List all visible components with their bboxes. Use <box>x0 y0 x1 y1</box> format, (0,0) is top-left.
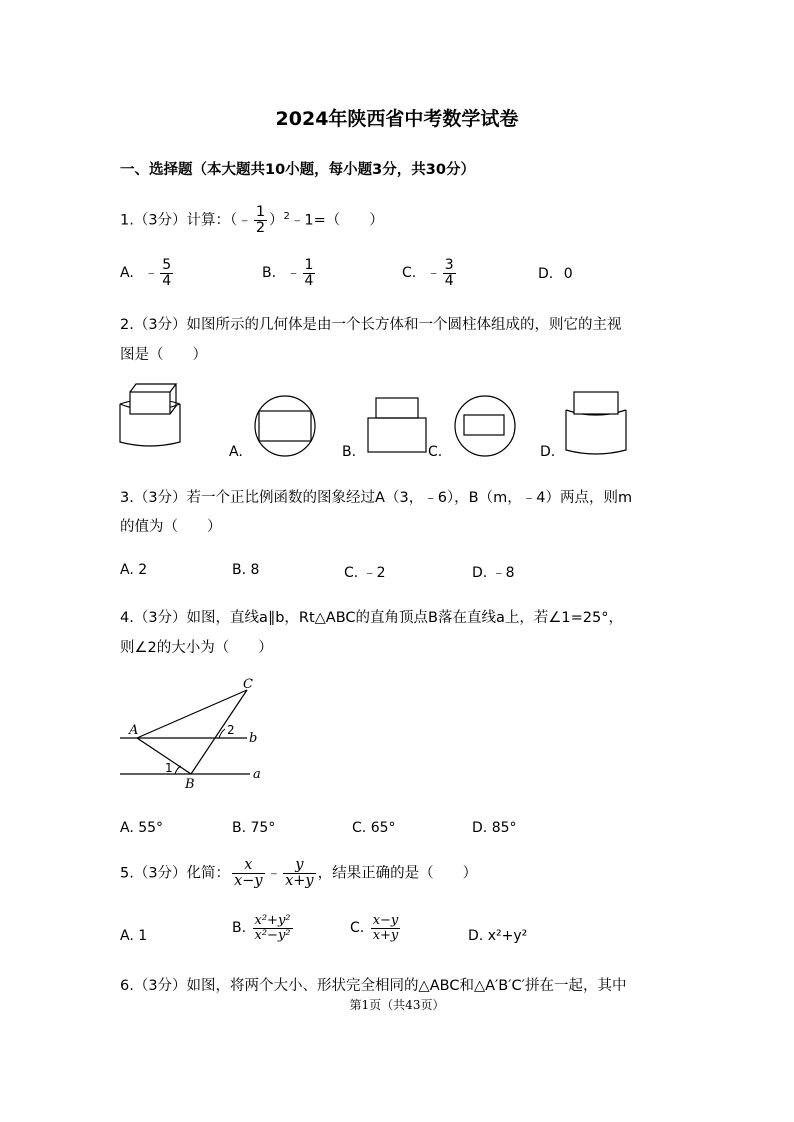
q2-option-c-figure <box>452 393 518 459</box>
q4-triangle-figure <box>115 676 275 794</box>
option-label: B. <box>262 265 277 282</box>
question-2-line2: 图是（ ） <box>120 347 207 363</box>
question-6-line1: 6.（3分）如图，将两个大小、形状完全相同的△ABC和△A′B′C′拼在一起，其中 <box>120 978 627 994</box>
frac-den: 4 <box>444 272 454 289</box>
option-fraction <box>303 258 316 288</box>
q2-option-b-figure <box>366 396 430 456</box>
option-text: 55° <box>138 820 164 836</box>
section-heading: 一、选择题（本大题共10小题，每小题3分，共30分） <box>120 162 475 178</box>
q5-option-d[interactable] <box>468 928 527 944</box>
q1-fraction <box>254 205 267 236</box>
option-text: 0 <box>563 266 573 282</box>
option-label: A. <box>120 562 134 578</box>
label-angle-1: 1 <box>165 761 173 775</box>
frac-num: x−y <box>372 913 399 928</box>
q5-minus: ﹣ <box>266 865 282 882</box>
option-label: D. <box>472 820 488 836</box>
q4-option-d[interactable] <box>472 820 517 836</box>
q5-option-a[interactable] <box>120 928 147 944</box>
q1-stem-a: 1.（3分）计算：（ <box>120 212 238 229</box>
label-a-line: a <box>253 767 261 782</box>
q2-option-c[interactable]: C. <box>428 444 443 460</box>
q1-frac-den: 2 <box>255 220 266 237</box>
option-label: A. <box>120 265 134 282</box>
side-ab <box>137 738 191 774</box>
q1-sup: 2 <box>283 210 290 222</box>
q4-option-a[interactable] <box>120 820 163 836</box>
option-neg: ﹣ <box>426 265 441 282</box>
q1-frac-num: 1 <box>255 204 266 220</box>
option-fraction <box>443 258 456 288</box>
option-label: D. <box>472 565 488 581</box>
option-label: B. <box>232 920 247 937</box>
q2-option-d-figure <box>562 388 632 460</box>
option-label: C. <box>352 820 367 836</box>
option-label: B. <box>232 820 247 836</box>
q4-option-c[interactable] <box>352 820 396 836</box>
option-label: B. <box>232 562 247 578</box>
question-4-line1: 4.（3分）如图，直线a∥b，Rt△ABC的直角顶点B落在直线a上，若∠1=25°， <box>120 610 623 626</box>
option-fraction <box>371 914 401 942</box>
q2-option-a-figure <box>252 393 318 459</box>
option-label: D. <box>468 928 484 944</box>
question-3-line2: 的值为（ ） <box>120 519 222 535</box>
option-label: C. <box>402 265 417 282</box>
q1-stem-c: ﹣1=（ ） <box>289 212 384 229</box>
q5-fraction-1 <box>232 858 265 889</box>
q3-option-a[interactable] <box>120 562 147 578</box>
q3-option-d[interactable] <box>472 562 515 582</box>
q1-stem-b: ） <box>269 212 284 229</box>
q3-option-c[interactable] <box>344 562 386 582</box>
option-label: C. <box>344 565 359 581</box>
q2-option-d[interactable]: D. <box>540 444 556 460</box>
q5-stem-b: ，结果正确的是（ ） <box>317 865 478 882</box>
frac-num: y <box>295 857 304 873</box>
frac-num: x <box>244 857 253 873</box>
q2-option-a[interactable]: A. <box>229 444 243 460</box>
option-neg: ﹣ <box>286 265 301 282</box>
option-text: ﹣2 <box>362 565 386 581</box>
q1-option-b[interactable] <box>262 258 317 288</box>
frac-den: x−y <box>234 873 263 890</box>
frac-num: 1 <box>304 257 314 273</box>
label-a-point: A <box>129 723 139 738</box>
option-text: 8 <box>250 562 260 578</box>
option-text: 65° <box>370 820 396 836</box>
q3-option-b[interactable] <box>232 562 259 578</box>
option-fraction <box>253 914 293 942</box>
page-title: 2024年陕西省中考数学试卷 <box>275 108 519 130</box>
option-label: A. <box>120 820 134 836</box>
frac-den: x+y <box>372 927 399 943</box>
q5-stem-a: 5.（3分）化简： <box>120 865 231 882</box>
frac-num: x²+y² <box>254 913 291 928</box>
option-text: ﹣8 <box>491 565 515 581</box>
label-b-point: B <box>185 777 195 792</box>
frac-den: 4 <box>162 272 172 289</box>
q5-option-b[interactable] <box>232 914 295 942</box>
option-fraction <box>160 258 173 288</box>
q2-option-b[interactable]: B. <box>342 444 357 460</box>
q1-option-d[interactable] <box>538 266 573 282</box>
label-angle-2: 2 <box>227 723 235 737</box>
frac-den: x+y <box>285 873 314 890</box>
label-c: C <box>243 677 253 692</box>
frac-num: 5 <box>162 257 172 273</box>
option-label: C. <box>350 920 365 937</box>
option-text: 1 <box>138 928 148 944</box>
q1-option-a[interactable] <box>120 258 175 288</box>
question-3-line1: 3.（3分）若一个正比例函数的图象经过A（3，﹣6），B（m，﹣4）两点，则m <box>120 490 633 506</box>
option-text: x²+y² <box>487 928 528 944</box>
q5-option-c[interactable] <box>350 914 402 942</box>
option-label: D. <box>538 266 554 282</box>
question-4-line2: 则∠2的大小为（ ） <box>120 640 273 656</box>
page-footer: 第1页（共43页） <box>349 998 445 1012</box>
frac-den: x²−y² <box>254 927 291 943</box>
question-5-stem <box>120 858 477 889</box>
q1-neg: ﹣ <box>237 212 252 229</box>
option-text: 85° <box>491 820 517 836</box>
q1-option-c[interactable] <box>402 258 458 288</box>
option-neg: ﹣ <box>144 265 159 282</box>
option-label: A. <box>120 928 134 944</box>
frac-den: 4 <box>304 272 314 289</box>
q2-solid-figure <box>116 380 186 455</box>
q5-fraction-2 <box>283 858 316 889</box>
question-1-stem <box>120 205 384 236</box>
question-2-line1: 2.（3分）如图所示的几何体是由一个长方体和一个圆柱体组成的，则它的主视 <box>120 317 622 333</box>
label-b-line: b <box>249 731 258 746</box>
q4-option-b[interactable] <box>232 820 275 836</box>
option-text: 75° <box>250 820 276 836</box>
frac-num: 3 <box>444 257 454 273</box>
option-text: 2 <box>138 562 148 578</box>
